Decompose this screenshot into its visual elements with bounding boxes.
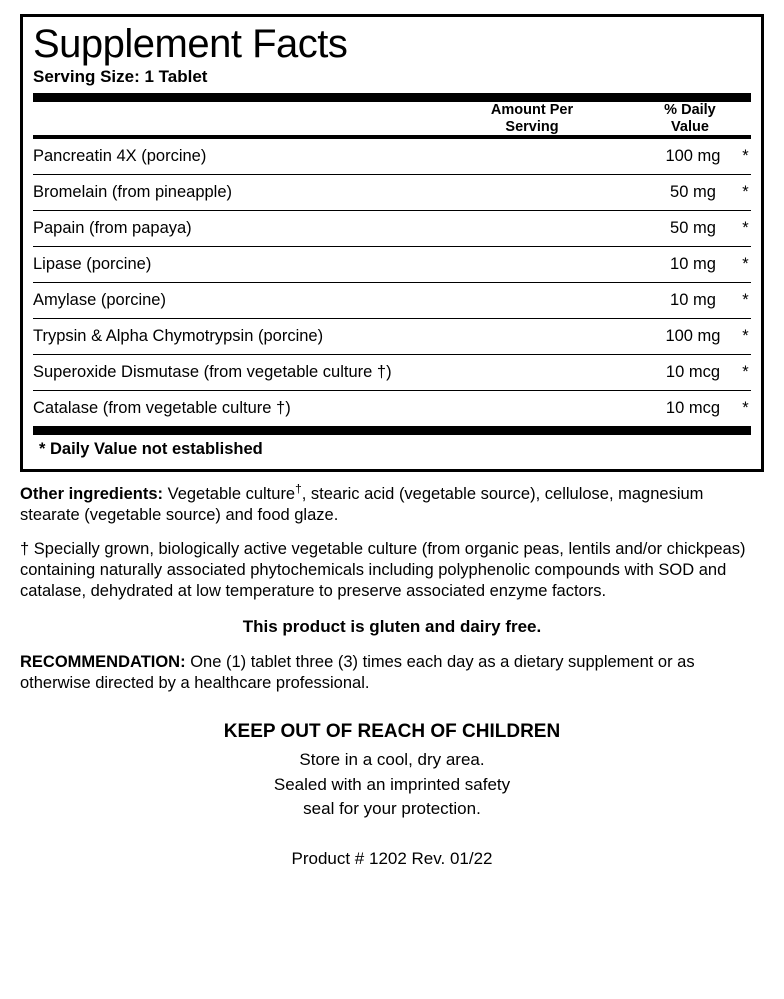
label-body-copy (20, 481, 764, 870)
storage-instructions (20, 748, 764, 822)
column-header-nutrient (33, 102, 435, 135)
nutrient-amount: 50 mg (646, 211, 740, 247)
nutrient-name: Superoxide Dismutase (from vegetable culture †) (33, 355, 646, 391)
storage-line: Store in a cool, dry area. (299, 750, 485, 770)
nutrient-daily-value: * (742, 147, 749, 166)
supplement-facts-panel (20, 14, 764, 472)
column-header-amount-line1: Amount Per (490, 102, 574, 118)
nutrition-table-body (33, 139, 751, 426)
nutrient-name: Trypsin & Alpha Chymotrypsin (porcine) (33, 319, 646, 355)
nutrient-amount: 10 mcg (646, 355, 740, 391)
nutrient-daily-value: * (740, 283, 751, 319)
table-row (33, 283, 751, 319)
table-row (33, 175, 751, 211)
nutrient-name: Pancreatin 4X (porcine) (33, 147, 207, 166)
storage-line: Sealed with an imprinted safety (273, 774, 511, 794)
gluten-free-note: This product is gluten and dairy free. (242, 616, 542, 636)
page-title: Supplement Facts (33, 22, 348, 66)
nutrient-amount: 100 mg (665, 147, 721, 166)
column-header-dv-line1: % Daily (664, 102, 716, 118)
nutrient-amount: 100 mg (646, 319, 740, 355)
nutrient-daily-value: * (740, 391, 751, 427)
other-ingredients (20, 481, 764, 526)
table-row (33, 139, 751, 175)
nutrient-daily-value: * (740, 211, 751, 247)
column-header-amount (435, 102, 629, 135)
nutrient-daily-value: * (740, 319, 751, 355)
other-ingredients-text-after: , stearic acid (vegetable source), cellulose, magnesium stearate (vegetable source) and food glaze. (20, 485, 704, 525)
nutrient-name: Amylase (porcine) (33, 283, 646, 319)
column-header-daily-value (629, 102, 751, 135)
table-row (33, 355, 751, 391)
storage-line: seal for your protection. (303, 799, 481, 819)
nutrient-daily-value: * (740, 355, 751, 391)
nutrient-name: Lipase (porcine) (33, 247, 646, 283)
recommendation (20, 652, 764, 694)
other-ingredients-label: Other ingredients: (20, 485, 164, 504)
nutrient-amount: 50 mg (646, 175, 740, 211)
other-ingredients-text-before: Vegetable culture (163, 485, 296, 504)
serving-size: Serving Size: 1 Tablet (33, 67, 208, 86)
nutrient-amount: 10 mg (646, 283, 740, 319)
nutrient-name: Bromelain (from pineapple) (33, 175, 646, 211)
dagger-symbol: † (295, 481, 302, 496)
product-number-revision: Product # 1202 Rev. 01/22 (291, 849, 493, 869)
column-header-dv-line2: Value (671, 118, 709, 135)
table-header (33, 102, 751, 135)
table-row (33, 247, 751, 283)
keep-out-of-reach-warning: KEEP OUT OF REACH OF CHILDREN (223, 720, 561, 742)
table-header-row (33, 102, 751, 135)
recommendation-label: RECOMMENDATION: (20, 652, 186, 671)
nutrient-name: Catalase (from vegetable culture †) (33, 391, 646, 427)
table-row (33, 211, 751, 247)
table-row (33, 319, 751, 355)
column-header-amount-line2: Serving (505, 118, 559, 135)
dagger-note: † Specially grown, biologically active vegetable culture (from organic peas, lentils and/or chickpeas) containing naturally associated phytochemicals including polyphenolic compounds with SOD and catalase, dehydrated at low temperature to preserve associated enzyme factors. (20, 539, 746, 600)
nutrient-daily-value: * (740, 175, 751, 211)
nutrient-amount: 10 mg (646, 247, 740, 283)
table-row (33, 391, 751, 427)
divider-thick-bottom (33, 426, 751, 435)
divider-thick-top (33, 93, 751, 102)
nutrient-name: Papain (from papaya) (33, 211, 646, 247)
recommendation-text: One (1) tablet three (3) times each day as a dietary supplement or as otherwise directed by a healthcare professional. (20, 652, 695, 692)
daily-value-footnote: * Daily Value not established (39, 440, 263, 459)
nutrition-table (33, 102, 751, 135)
nutrient-amount: 10 mcg (646, 391, 740, 427)
nutrient-daily-value: * (740, 247, 751, 283)
